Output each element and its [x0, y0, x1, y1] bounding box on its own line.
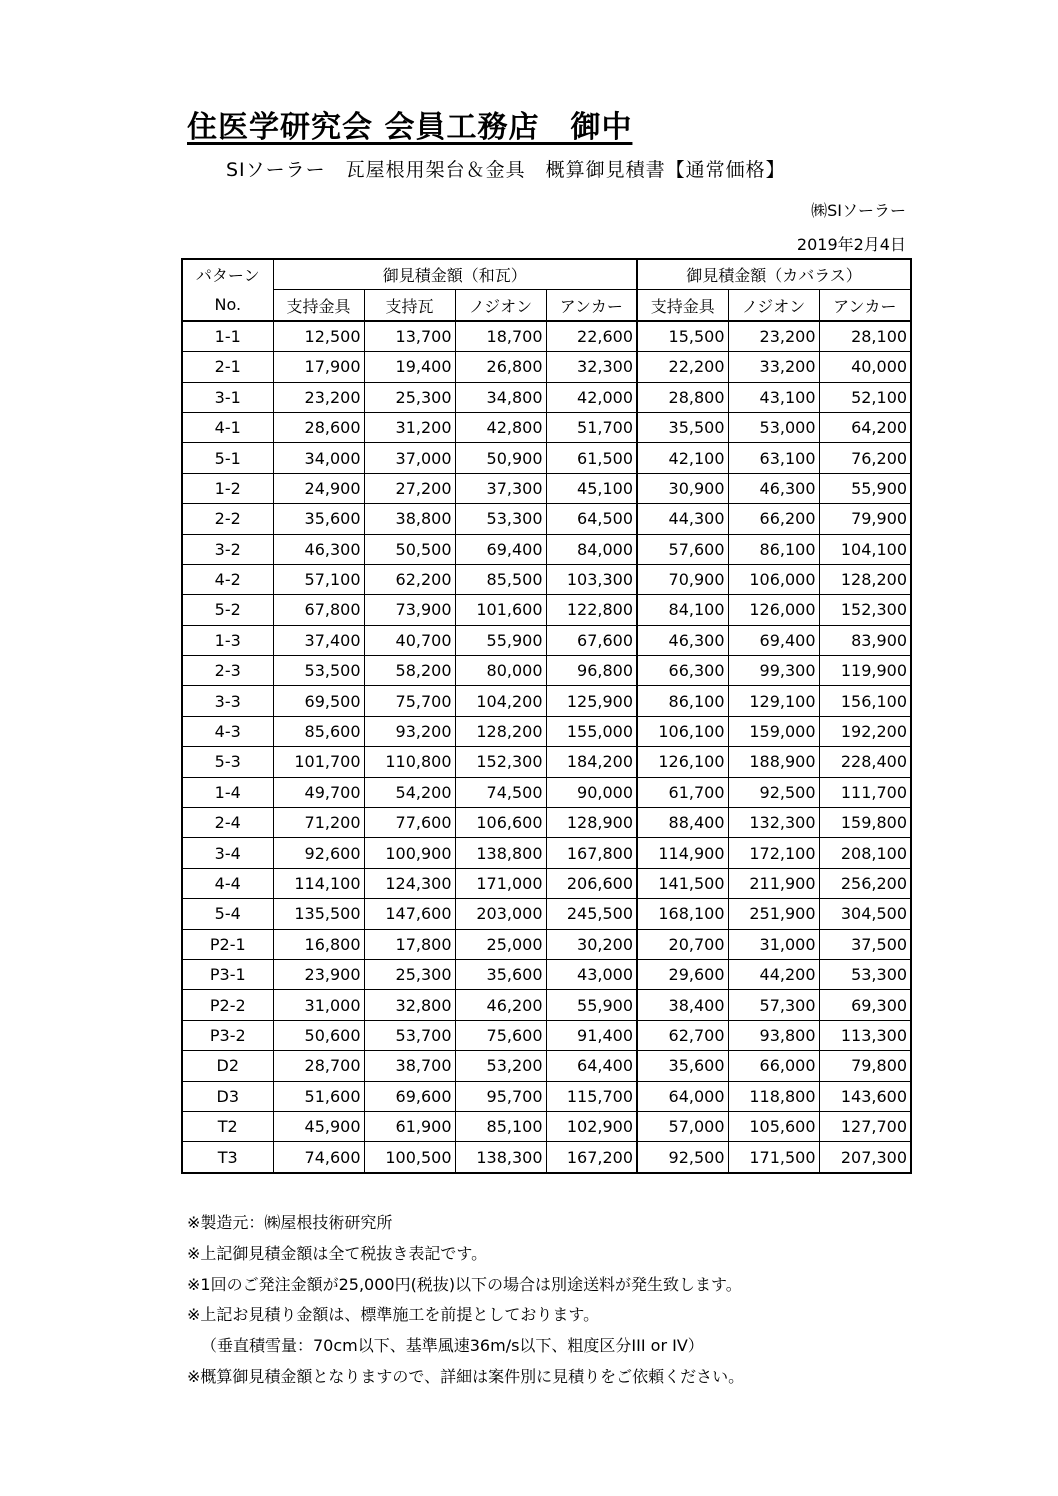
- price-cell: 80,000: [455, 656, 546, 686]
- price-cell: 74,600: [273, 1142, 364, 1173]
- price-cell: 228,400: [819, 747, 911, 777]
- price-cell: 37,500: [819, 929, 911, 959]
- price-cell: 45,900: [273, 1111, 364, 1141]
- price-cell: 31,000: [273, 990, 364, 1020]
- price-cell: 38,800: [364, 504, 455, 534]
- table-row: [182, 716, 911, 746]
- price-cell: 159,800: [819, 808, 911, 838]
- price-cell: 38,400: [637, 990, 728, 1020]
- price-cell: 67,800: [273, 595, 364, 625]
- table-row: [182, 473, 911, 503]
- price-cell: 40,000: [819, 352, 911, 382]
- price-cell: 171,000: [455, 868, 546, 898]
- price-cell: 113,300: [819, 1020, 911, 1050]
- price-cell: 28,600: [273, 412, 364, 442]
- price-cell: 104,100: [819, 534, 911, 564]
- price-cell: 27,200: [364, 473, 455, 503]
- pattern-cell: 3-3: [182, 686, 273, 716]
- pattern-cell: 2-2: [182, 504, 273, 534]
- price-cell: 101,700: [273, 747, 364, 777]
- price-cell: 188,900: [728, 747, 819, 777]
- price-cell: 50,900: [455, 443, 546, 473]
- price-cell: 30,200: [546, 929, 637, 959]
- price-cell: 51,600: [273, 1081, 364, 1111]
- price-cell: 71,200: [273, 808, 364, 838]
- price-cell: 74,500: [455, 777, 546, 807]
- price-cell: 147,600: [364, 899, 455, 929]
- document-date: 2019年2月4日: [796, 235, 906, 254]
- price-cell: 85,100: [455, 1111, 546, 1141]
- price-cell: 138,800: [455, 838, 546, 868]
- table-row: [182, 534, 911, 564]
- table-row: [182, 777, 911, 807]
- price-cell: 66,000: [728, 1051, 819, 1081]
- price-cell: 38,700: [364, 1051, 455, 1081]
- price-cell: 126,000: [728, 595, 819, 625]
- header-row-group: [182, 259, 911, 290]
- price-cell: 43,000: [546, 959, 637, 989]
- price-cell: 125,900: [546, 686, 637, 716]
- price-cell: 54,200: [364, 777, 455, 807]
- price-cell: 118,800: [728, 1081, 819, 1111]
- price-cell: 17,900: [273, 352, 364, 382]
- price-cell: 111,700: [819, 777, 911, 807]
- price-cell: 42,800: [455, 412, 546, 442]
- table-row: [182, 595, 911, 625]
- price-cell: 91,400: [546, 1020, 637, 1050]
- price-cell: 79,800: [819, 1051, 911, 1081]
- group-header-wagawara: 御見積金額（和瓦）: [273, 259, 637, 290]
- price-cell: 103,300: [546, 564, 637, 594]
- estimate-table: [181, 258, 912, 1174]
- price-cell: 95,700: [455, 1081, 546, 1111]
- price-cell: 192,200: [819, 716, 911, 746]
- price-cell: 42,100: [637, 443, 728, 473]
- price-cell: 63,100: [728, 443, 819, 473]
- pattern-cell: 3-4: [182, 838, 273, 868]
- table-row: [182, 686, 911, 716]
- pattern-cell: P3-2: [182, 1020, 273, 1050]
- price-cell: 101,600: [455, 595, 546, 625]
- price-cell: 46,300: [637, 625, 728, 655]
- price-cell: 184,200: [546, 747, 637, 777]
- note-estimate-request: ※概算御見積金額となりますので、詳細は案件別に見積りをご依頼ください。: [187, 1366, 745, 1386]
- table-row: [182, 656, 911, 686]
- company-name: ㈱SIソーラー: [811, 201, 906, 220]
- price-cell: 124,300: [364, 868, 455, 898]
- column-header: アンカー: [546, 290, 637, 321]
- price-cell: 61,900: [364, 1111, 455, 1141]
- price-cell: 69,400: [455, 534, 546, 564]
- pattern-cell: 5-4: [182, 899, 273, 929]
- table-body: [182, 321, 911, 1173]
- price-cell: 106,600: [455, 808, 546, 838]
- price-cell: 35,500: [637, 412, 728, 442]
- price-cell: 18,700: [455, 321, 546, 352]
- table-row: [182, 352, 911, 382]
- price-cell: 211,900: [728, 868, 819, 898]
- price-cell: 172,100: [728, 838, 819, 868]
- price-cell: 50,500: [364, 534, 455, 564]
- pattern-header: パターン: [182, 259, 273, 290]
- column-header: 支持金具: [273, 290, 364, 321]
- price-cell: 44,200: [728, 959, 819, 989]
- price-cell: 58,200: [364, 656, 455, 686]
- price-cell: 206,600: [546, 868, 637, 898]
- price-cell: 88,400: [637, 808, 728, 838]
- price-cell: 100,900: [364, 838, 455, 868]
- table-row: [182, 1142, 911, 1173]
- price-cell: 143,600: [819, 1081, 911, 1111]
- price-cell: 69,300: [819, 990, 911, 1020]
- table-row: [182, 929, 911, 959]
- price-cell: 132,300: [728, 808, 819, 838]
- price-cell: 75,700: [364, 686, 455, 716]
- price-cell: 57,600: [637, 534, 728, 564]
- price-cell: 19,400: [364, 352, 455, 382]
- table-row: [182, 564, 911, 594]
- table-row: [182, 990, 911, 1020]
- price-cell: 106,000: [728, 564, 819, 594]
- price-cell: 138,300: [455, 1142, 546, 1173]
- pattern-cell: 2-4: [182, 808, 273, 838]
- pattern-cell: 4-1: [182, 412, 273, 442]
- pattern-cell: 5-3: [182, 747, 273, 777]
- price-cell: 53,200: [455, 1051, 546, 1081]
- price-cell: 304,500: [819, 899, 911, 929]
- price-cell: 46,300: [728, 473, 819, 503]
- price-cell: 83,900: [819, 625, 911, 655]
- pattern-cell: 2-1: [182, 352, 273, 382]
- price-cell: 135,500: [273, 899, 364, 929]
- pattern-cell: D3: [182, 1081, 273, 1111]
- table-row: [182, 838, 911, 868]
- price-cell: 119,900: [819, 656, 911, 686]
- price-cell: 110,800: [364, 747, 455, 777]
- price-cell: 67,600: [546, 625, 637, 655]
- note-conditions: （垂直積雪量：70cm以下、基準風速36m/s以下、粗度区分III or IV）: [201, 1336, 704, 1356]
- price-cell: 69,600: [364, 1081, 455, 1111]
- price-cell: 49,700: [273, 777, 364, 807]
- price-cell: 126,100: [637, 747, 728, 777]
- price-cell: 43,100: [728, 382, 819, 412]
- pattern-cell: 5-2: [182, 595, 273, 625]
- table-row: [182, 412, 911, 442]
- price-cell: 114,100: [273, 868, 364, 898]
- price-cell: 156,100: [819, 686, 911, 716]
- price-cell: 51,700: [546, 412, 637, 442]
- price-cell: 25,300: [364, 959, 455, 989]
- price-cell: 106,100: [637, 716, 728, 746]
- price-cell: 32,300: [546, 352, 637, 382]
- price-cell: 13,700: [364, 321, 455, 352]
- price-cell: 66,300: [637, 656, 728, 686]
- price-cell: 20,700: [637, 929, 728, 959]
- notes: [187, 1208, 744, 1393]
- price-cell: 29,600: [637, 959, 728, 989]
- price-cell: 23,900: [273, 959, 364, 989]
- price-cell: 155,000: [546, 716, 637, 746]
- price-cell: 32,800: [364, 990, 455, 1020]
- price-cell: 55,900: [546, 990, 637, 1020]
- table-row: [182, 747, 911, 777]
- table-row: [182, 321, 911, 352]
- price-cell: 64,400: [546, 1051, 637, 1081]
- pattern-cell: 1-4: [182, 777, 273, 807]
- price-cell: 93,800: [728, 1020, 819, 1050]
- price-cell: 85,500: [455, 564, 546, 594]
- column-header: ノジオン: [728, 290, 819, 321]
- price-cell: 40,700: [364, 625, 455, 655]
- price-cell: 115,700: [546, 1081, 637, 1111]
- price-cell: 128,200: [455, 716, 546, 746]
- price-cell: 167,200: [546, 1142, 637, 1173]
- price-cell: 92,600: [273, 838, 364, 868]
- price-cell: 37,000: [364, 443, 455, 473]
- price-cell: 53,300: [819, 959, 911, 989]
- price-cell: 37,300: [455, 473, 546, 503]
- price-cell: 75,600: [455, 1020, 546, 1050]
- price-cell: 23,200: [273, 382, 364, 412]
- price-cell: 100,500: [364, 1142, 455, 1173]
- column-header: アンカー: [819, 290, 911, 321]
- price-cell: 122,800: [546, 595, 637, 625]
- pattern-cell: 4-3: [182, 716, 273, 746]
- table-row: [182, 504, 911, 534]
- note-shipping: ※1回のご発注金額が25,000円(税抜)以下の場合は別途送料が発生致します。: [187, 1274, 742, 1294]
- price-cell: 45,100: [546, 473, 637, 503]
- price-cell: 31,200: [364, 412, 455, 442]
- price-cell: 152,300: [819, 595, 911, 625]
- price-cell: 69,500: [273, 686, 364, 716]
- price-cell: 92,500: [637, 1142, 728, 1173]
- price-cell: 128,900: [546, 808, 637, 838]
- price-cell: 105,600: [728, 1111, 819, 1141]
- price-cell: 26,800: [455, 352, 546, 382]
- price-cell: 64,500: [546, 504, 637, 534]
- price-cell: 46,200: [455, 990, 546, 1020]
- table-row: [182, 1081, 911, 1111]
- table-row: [182, 899, 911, 929]
- price-cell: 208,100: [819, 838, 911, 868]
- price-cell: 55,900: [455, 625, 546, 655]
- price-cell: 86,100: [728, 534, 819, 564]
- price-cell: 73,900: [364, 595, 455, 625]
- price-cell: 57,300: [728, 990, 819, 1020]
- price-cell: 28,100: [819, 321, 911, 352]
- price-cell: 61,500: [546, 443, 637, 473]
- price-cell: 17,800: [364, 929, 455, 959]
- price-cell: 24,900: [273, 473, 364, 503]
- table-row: [182, 959, 911, 989]
- note-tax: ※上記御見積金額は全て税抜き表記です。: [187, 1243, 488, 1263]
- price-cell: 66,200: [728, 504, 819, 534]
- price-cell: 127,700: [819, 1111, 911, 1141]
- price-cell: 84,100: [637, 595, 728, 625]
- price-cell: 79,900: [819, 504, 911, 534]
- price-cell: 57,000: [637, 1111, 728, 1141]
- pattern-no-header: No.: [182, 290, 273, 321]
- pattern-cell: 4-2: [182, 564, 273, 594]
- price-cell: 33,200: [728, 352, 819, 382]
- price-cell: 85,600: [273, 716, 364, 746]
- price-cell: 114,900: [637, 838, 728, 868]
- pattern-cell: 4-4: [182, 868, 273, 898]
- price-cell: 62,700: [637, 1020, 728, 1050]
- price-cell: 92,500: [728, 777, 819, 807]
- note-standard-install: ※上記お見積り金額は、標準施工を前提としております。: [187, 1305, 600, 1325]
- price-cell: 256,200: [819, 868, 911, 898]
- pattern-cell: P2-1: [182, 929, 273, 959]
- document-subtitle: SIソーラー 瓦屋根用架台＆金具 概算御見積書【通常価格】: [226, 159, 786, 181]
- price-cell: 99,300: [728, 656, 819, 686]
- price-cell: 207,300: [819, 1142, 911, 1173]
- price-cell: 102,900: [546, 1111, 637, 1141]
- pattern-cell: P2-2: [182, 990, 273, 1020]
- price-cell: 34,800: [455, 382, 546, 412]
- price-cell: 42,000: [546, 382, 637, 412]
- price-cell: 61,700: [637, 777, 728, 807]
- price-cell: 31,000: [728, 929, 819, 959]
- pattern-cell: 1-2: [182, 473, 273, 503]
- price-cell: 15,500: [637, 321, 728, 352]
- price-cell: 129,100: [728, 686, 819, 716]
- price-cell: 28,800: [637, 382, 728, 412]
- price-cell: 28,700: [273, 1051, 364, 1081]
- pattern-cell: 1-3: [182, 625, 273, 655]
- price-cell: 22,200: [637, 352, 728, 382]
- price-cell: 53,300: [455, 504, 546, 534]
- price-cell: 141,500: [637, 868, 728, 898]
- table-row: [182, 382, 911, 412]
- price-cell: 30,900: [637, 473, 728, 503]
- price-cell: 128,200: [819, 564, 911, 594]
- price-cell: 64,000: [637, 1081, 728, 1111]
- pattern-cell: 3-2: [182, 534, 273, 564]
- price-cell: 93,200: [364, 716, 455, 746]
- pattern-cell: T3: [182, 1142, 273, 1173]
- price-cell: 104,200: [455, 686, 546, 716]
- price-cell: 90,000: [546, 777, 637, 807]
- price-cell: 55,900: [819, 473, 911, 503]
- price-cell: 12,500: [273, 321, 364, 352]
- price-cell: 50,600: [273, 1020, 364, 1050]
- note-manufacturer: ※製造元：㈱屋根技術研究所: [187, 1213, 393, 1232]
- price-cell: 44,300: [637, 504, 728, 534]
- pattern-cell: P3-1: [182, 959, 273, 989]
- price-cell: 53,700: [364, 1020, 455, 1050]
- table-row: [182, 443, 911, 473]
- price-cell: 35,600: [637, 1051, 728, 1081]
- table-row: [182, 1020, 911, 1050]
- pattern-cell: 2-3: [182, 656, 273, 686]
- price-cell: 53,500: [273, 656, 364, 686]
- column-header: ノジオン: [455, 290, 546, 321]
- price-cell: 84,000: [546, 534, 637, 564]
- table-row: [182, 808, 911, 838]
- pattern-cell: T2: [182, 1111, 273, 1141]
- pattern-cell: 1-1: [182, 321, 273, 352]
- table-row: [182, 868, 911, 898]
- header-row-columns: [182, 290, 911, 321]
- column-header: 支持金具: [637, 290, 728, 321]
- price-cell: 25,300: [364, 382, 455, 412]
- price-cell: 52,100: [819, 382, 911, 412]
- pattern-cell: D2: [182, 1051, 273, 1081]
- price-cell: 69,400: [728, 625, 819, 655]
- price-cell: 53,000: [728, 412, 819, 442]
- price-cell: 203,000: [455, 899, 546, 929]
- price-cell: 25,000: [455, 929, 546, 959]
- price-cell: 251,900: [728, 899, 819, 929]
- price-cell: 77,600: [364, 808, 455, 838]
- document-title: 住医学研究会 会員工務店 御中: [187, 110, 633, 145]
- price-cell: 62,200: [364, 564, 455, 594]
- price-cell: 76,200: [819, 443, 911, 473]
- price-cell: 167,800: [546, 838, 637, 868]
- price-cell: 35,600: [455, 959, 546, 989]
- price-cell: 37,400: [273, 625, 364, 655]
- table-row: [182, 1051, 911, 1081]
- price-cell: 22,600: [546, 321, 637, 352]
- price-cell: 34,000: [273, 443, 364, 473]
- price-cell: 46,300: [273, 534, 364, 564]
- price-cell: 171,500: [728, 1142, 819, 1173]
- price-cell: 16,800: [273, 929, 364, 959]
- price-cell: 57,100: [273, 564, 364, 594]
- table-row: [182, 625, 911, 655]
- pattern-cell: 5-1: [182, 443, 273, 473]
- price-cell: 168,100: [637, 899, 728, 929]
- table-row: [182, 1111, 911, 1141]
- pattern-cell: 3-1: [182, 382, 273, 412]
- price-cell: 23,200: [728, 321, 819, 352]
- price-cell: 245,500: [546, 899, 637, 929]
- price-cell: 70,900: [637, 564, 728, 594]
- group-header-kabarasu: 御見積金額（カバラス）: [637, 259, 911, 290]
- price-cell: 86,100: [637, 686, 728, 716]
- price-cell: 35,600: [273, 504, 364, 534]
- price-cell: 96,800: [546, 656, 637, 686]
- price-cell: 152,300: [455, 747, 546, 777]
- price-cell: 159,000: [728, 716, 819, 746]
- price-cell: 64,200: [819, 412, 911, 442]
- column-header: 支持瓦: [364, 290, 455, 321]
